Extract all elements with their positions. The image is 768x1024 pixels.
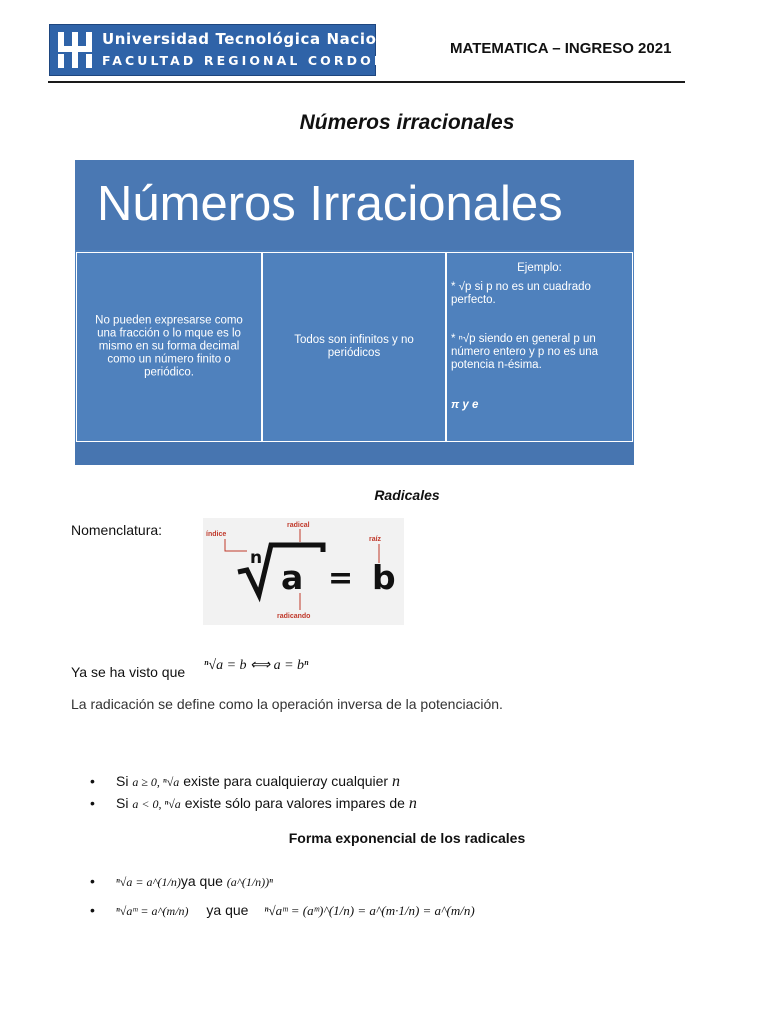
index-symbol: n bbox=[250, 548, 263, 568]
result-symbol: b bbox=[372, 558, 396, 597]
diagram-header bbox=[75, 160, 634, 250]
exp-reason: ⁿ√aᵐ = (aᵐ)^(1/n) = a^(m·1/n) = a^(m/n) bbox=[264, 903, 475, 918]
bullet-text: existe para cualquier bbox=[183, 773, 313, 789]
document-title: MATEMATICA – INGRESO 2021 bbox=[450, 40, 672, 57]
example-sqrt-p: * √p si p no es un cuadrado perfecto. bbox=[451, 281, 591, 306]
property-text: Todos son infinitos y no periódicos bbox=[294, 334, 414, 359]
university-name: Universidad Tecnológica Nacional bbox=[102, 30, 405, 48]
diagram-footer-bar bbox=[75, 442, 634, 465]
bullet-condition: a < 0, ⁿ√a bbox=[132, 797, 181, 811]
header-divider bbox=[48, 81, 685, 83]
bullet-condition: a ≥ 0, ⁿ√a bbox=[132, 775, 180, 789]
exp-connector: ya que bbox=[206, 902, 249, 918]
exp-formula: ⁿ√aᵐ = a^(m/n) bbox=[116, 904, 189, 918]
bullet-negative bbox=[116, 795, 417, 813]
ya-visto-text: Ya se ha visto que bbox=[71, 664, 186, 680]
irrational-numbers-diagram bbox=[75, 160, 634, 465]
equals-symbol: = bbox=[328, 561, 354, 596]
label-indice: índice bbox=[206, 531, 227, 538]
exp-connector: ya que bbox=[180, 873, 223, 889]
label-radical: radical bbox=[287, 522, 310, 529]
definition-text: No pueden expresarse como una fracción o lo mque es lo mismo en su forma decimal como un número finito o periódico. bbox=[95, 314, 243, 379]
diagram-title: Números Irracionales bbox=[97, 177, 563, 231]
bullet-var-a: a bbox=[312, 773, 321, 790]
bullet-dot: • bbox=[90, 902, 95, 918]
bullet-text: existe sólo para valores impares de bbox=[184, 795, 405, 811]
bullet-dot: • bbox=[90, 873, 95, 889]
radical-nomenclature-figure bbox=[203, 518, 404, 625]
label-radicando: radicando bbox=[277, 613, 311, 620]
bullet-var-n: n bbox=[391, 773, 400, 790]
exponential-item-1 bbox=[116, 873, 273, 890]
faculty-name: FACULTAD REGIONAL CORDOBA bbox=[102, 53, 400, 68]
exp-reason: (a^(1/n))ⁿ bbox=[226, 875, 273, 889]
bullet-dot: • bbox=[90, 795, 95, 811]
bullet-text-mid: y cualquier bbox=[320, 773, 389, 789]
bullet-dot: • bbox=[90, 773, 95, 789]
diagram-box-property bbox=[262, 252, 446, 442]
examples-heading: Ejemplo: bbox=[517, 262, 562, 274]
nomenclatura-label: Nomenclatura: bbox=[71, 522, 163, 538]
university-logo bbox=[49, 24, 405, 76]
example-pi-e: π y e bbox=[451, 399, 479, 411]
bullet-var-n: n bbox=[408, 795, 417, 812]
forma-exponencial-heading: Forma exponencial de los radicales bbox=[288, 830, 526, 846]
radicales-heading: Radicales bbox=[374, 487, 440, 503]
definition-sentence: La radicación se define como la operación inversa de la potenciación. bbox=[71, 696, 503, 712]
bullet-prefix: Si bbox=[116, 773, 129, 789]
utn-emblem-icon bbox=[54, 29, 96, 71]
base-symbol: a bbox=[281, 558, 304, 597]
label-raiz: raíz bbox=[369, 536, 382, 543]
exp-formula: ⁿ√a = a^(1/n) bbox=[116, 875, 181, 889]
exponential-item-2 bbox=[116, 902, 475, 919]
bullet-nonnegative bbox=[116, 773, 400, 791]
page-heading: Números irracionales bbox=[299, 111, 515, 134]
diagram-box-examples bbox=[446, 252, 633, 442]
bullet-prefix: Si bbox=[116, 795, 129, 811]
root-power-equivalence: ⁿ√a = b ⟺ a = bⁿ bbox=[204, 658, 309, 673]
example-nth-root-p: * ⁿ√p siendo en general p un número entero y p no es una potencia n-ésima. bbox=[451, 333, 599, 371]
diagram-box-definition bbox=[76, 252, 262, 442]
